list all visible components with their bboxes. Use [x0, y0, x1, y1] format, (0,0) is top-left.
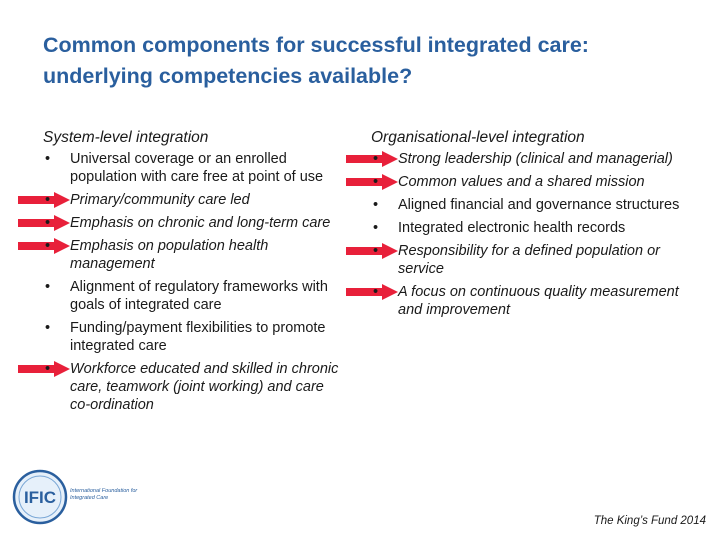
organisational-level-column: [371, 128, 691, 324]
list-item-text: Alignment of regulatory frameworks with goals of integrated care: [70, 279, 328, 313]
bullet-icon: •: [373, 174, 379, 190]
bullet-icon: •: [373, 197, 379, 213]
ific-logo-acronym: IFIC: [23, 488, 57, 507]
ific-logo-name: International Foundation for Integrated Care: [70, 488, 138, 501]
list-item: [43, 191, 343, 209]
list-item: [43, 319, 343, 355]
list-item: [43, 360, 343, 414]
list-item: [371, 173, 691, 191]
list-item: [371, 150, 691, 168]
list-item: [371, 219, 691, 237]
list-item-text: A focus on continuous quality measurement and improvement: [398, 284, 679, 318]
list-item-text: Responsibility for a defined population or service: [398, 243, 660, 277]
red-arrow-icon: [18, 361, 70, 377]
bullet-icon: •: [45, 238, 51, 254]
bullet-icon: •: [373, 243, 379, 259]
list-item-text: Strong leadership (clinical and managerial): [398, 151, 673, 167]
list-item: [43, 278, 343, 314]
list-item: [371, 283, 691, 319]
bullet-icon: •: [45, 279, 51, 295]
list-item-text: Universal coverage or an enrolled population with care free at point of use: [70, 151, 324, 185]
list-item-text: Workforce educated and skilled in chronic care, teamwork (joint working) and care co-ordination: [70, 361, 339, 413]
bullet-icon: •: [45, 192, 51, 208]
bullet-icon: •: [373, 151, 379, 167]
list-item: [43, 237, 343, 273]
system-level-heading: System-level integration: [43, 129, 209, 146]
list-item-text: Integrated electronic health records: [398, 220, 626, 236]
system-level-column: [43, 128, 343, 419]
list-item-text: Emphasis on population health management: [70, 238, 269, 272]
slide-title: Common components for successful integrated care: underlying competencies available?: [43, 33, 589, 88]
red-arrow-icon: [346, 174, 398, 190]
list-item-text: Primary/community care led: [70, 192, 250, 208]
system-level-list: [43, 150, 343, 414]
list-item-text: Emphasis on chronic and long-term care: [70, 215, 331, 231]
bullet-icon: •: [45, 151, 51, 167]
bullet-icon: •: [45, 320, 51, 336]
red-arrow-icon: [346, 243, 398, 259]
list-item-text: Common values and a shared mission: [398, 174, 645, 190]
bullet-icon: •: [45, 215, 51, 231]
red-arrow-icon: [18, 238, 70, 254]
list-item-text: Aligned financial and governance structures: [398, 197, 680, 213]
list-item: [371, 242, 691, 278]
organisational-level-list: [371, 150, 691, 319]
bullet-icon: •: [373, 220, 379, 236]
red-arrow-icon: [18, 192, 70, 208]
list-item-text: Funding/payment flexibilities to promote integrated care: [70, 320, 326, 354]
list-item: [43, 214, 343, 232]
red-arrow-icon: [346, 151, 398, 167]
list-item: [43, 150, 343, 186]
source-credit: The King’s Fund 2014: [593, 515, 706, 527]
bullet-icon: •: [45, 361, 51, 377]
organisational-level-heading: Organisational-level integration: [371, 129, 585, 146]
red-arrow-icon: [346, 284, 398, 300]
list-item: [371, 196, 691, 214]
bullet-icon: •: [373, 284, 379, 300]
red-arrow-icon: [18, 215, 70, 231]
